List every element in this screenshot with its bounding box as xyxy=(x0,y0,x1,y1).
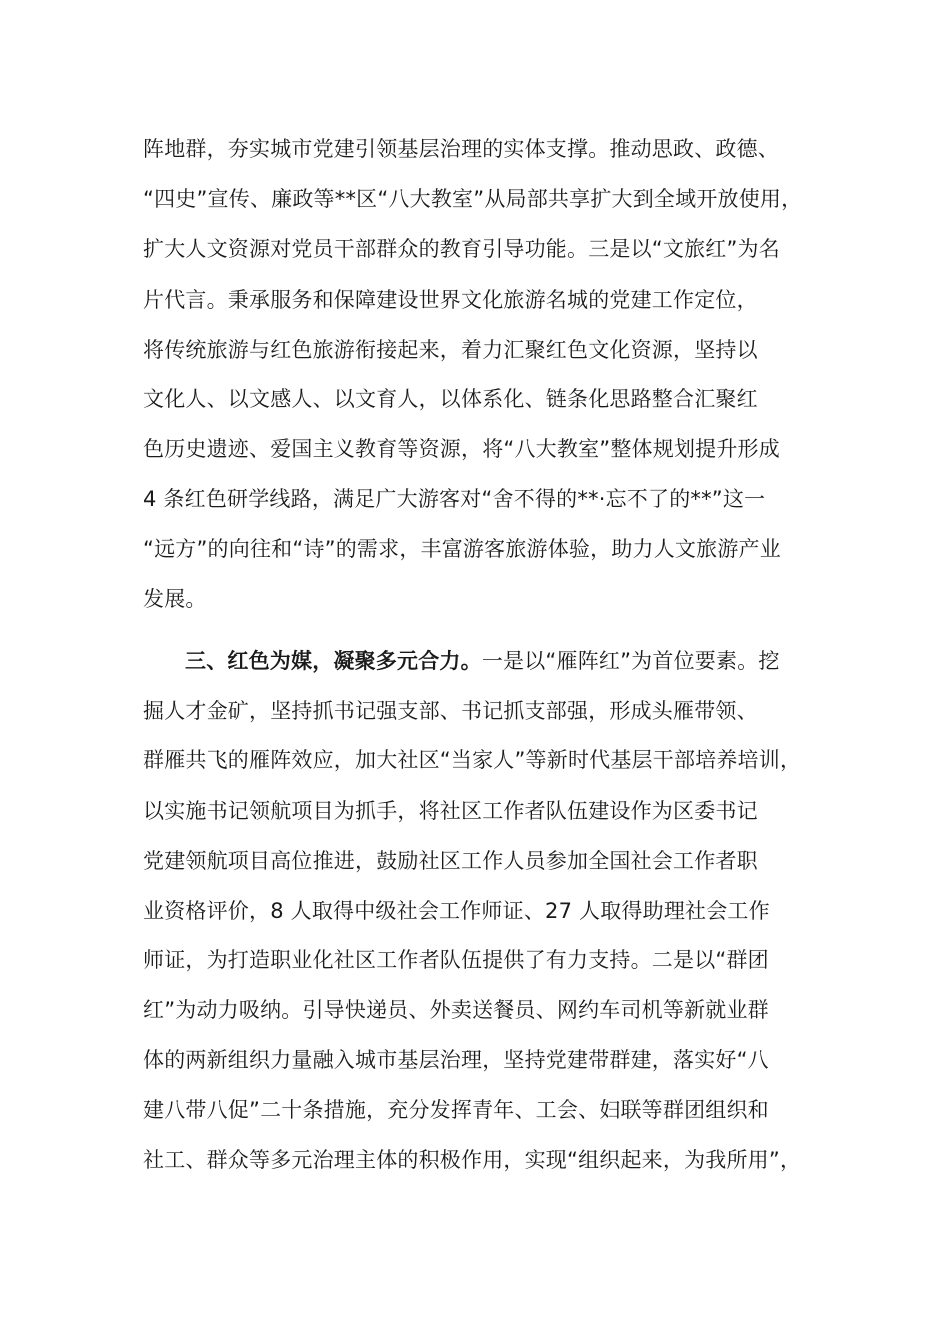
text-line: 社工、群众等多元治理主体的积极作用，实现“组织起来，为我所用”， xyxy=(143,1148,802,1172)
text-line: 业资格评价，8 人取得中级社会工作师证、27 人取得助理社会工作 xyxy=(143,899,770,923)
section-heading: 三、红色为媒，凝聚多元合力。 xyxy=(185,649,482,673)
text-line: 阵地群，夯实城市党建引领基层治理的实体支撑。推动思政、政德、 xyxy=(143,137,779,161)
text-span: 一是以“雁阵红”为首位要素。挖 xyxy=(481,649,780,673)
text-line: 体的两新组织力量融入城市基层治理，坚持党建带群建，落实好“八 xyxy=(143,1048,769,1072)
text-line: 掘人才金矿，坚持抓书记强支部、书记抓支部强，形成头雁带领、 xyxy=(143,699,758,723)
text-line: 文化人、以文感人、以文育人，以体系化、链条化思路整合汇聚红 xyxy=(143,387,758,411)
section-heading-line xyxy=(185,646,833,676)
text-line: 扩大人文资源对党员干部群众的教育引导功能。三是以“文旅红”为名 xyxy=(143,237,780,261)
text-line: 党建领航项目高位推进，鼓励社区工作人员参加全国社会工作者职 xyxy=(143,849,758,873)
text-line: 群雁共飞的雁阵效应，加大社区“当家人”等新时代基层干部培养培训， xyxy=(143,748,802,772)
text-line: “四史”宣传、廉政等**区“八大教室”从局部共享扩大到全域开放使用， xyxy=(143,187,803,211)
text-line: “远方”的向往和“诗”的需求，丰富游客旅游体验，助力人文旅游产业 xyxy=(143,537,781,561)
text-line: 红”为动力吸纳。引导快递员、外卖送餐员、网约车司机等新就业群 xyxy=(143,998,769,1022)
text-line: 4 条红色研学线路，满足广大游客对“舍不得的**·忘不了的**”这一 xyxy=(143,487,766,511)
text-line: 色历史遗迹、爱国主义教育等资源，将“八大教室”整体规划提升形成 xyxy=(143,437,780,461)
text-line: 将传统旅游与红色旅游衔接起来，着力汇聚红色文化资源，坚持以 xyxy=(143,338,758,362)
text-line: 建八带八促”二十条措施，充分发挥青年、工会、妇联等群团组织和 xyxy=(143,1098,769,1122)
text-line: 师证，为打造职业化社区工作者队伍提供了有力支持。二是以“群团 xyxy=(143,948,769,972)
text-line: 发展。 xyxy=(143,587,207,611)
text-line: 以实施书记领航项目为抓手，将社区工作者队伍建设作为区委书记 xyxy=(143,799,758,823)
text-line: 片代言。秉承服务和保障建设世界文化旅游名城的党建工作定位， xyxy=(143,288,758,312)
